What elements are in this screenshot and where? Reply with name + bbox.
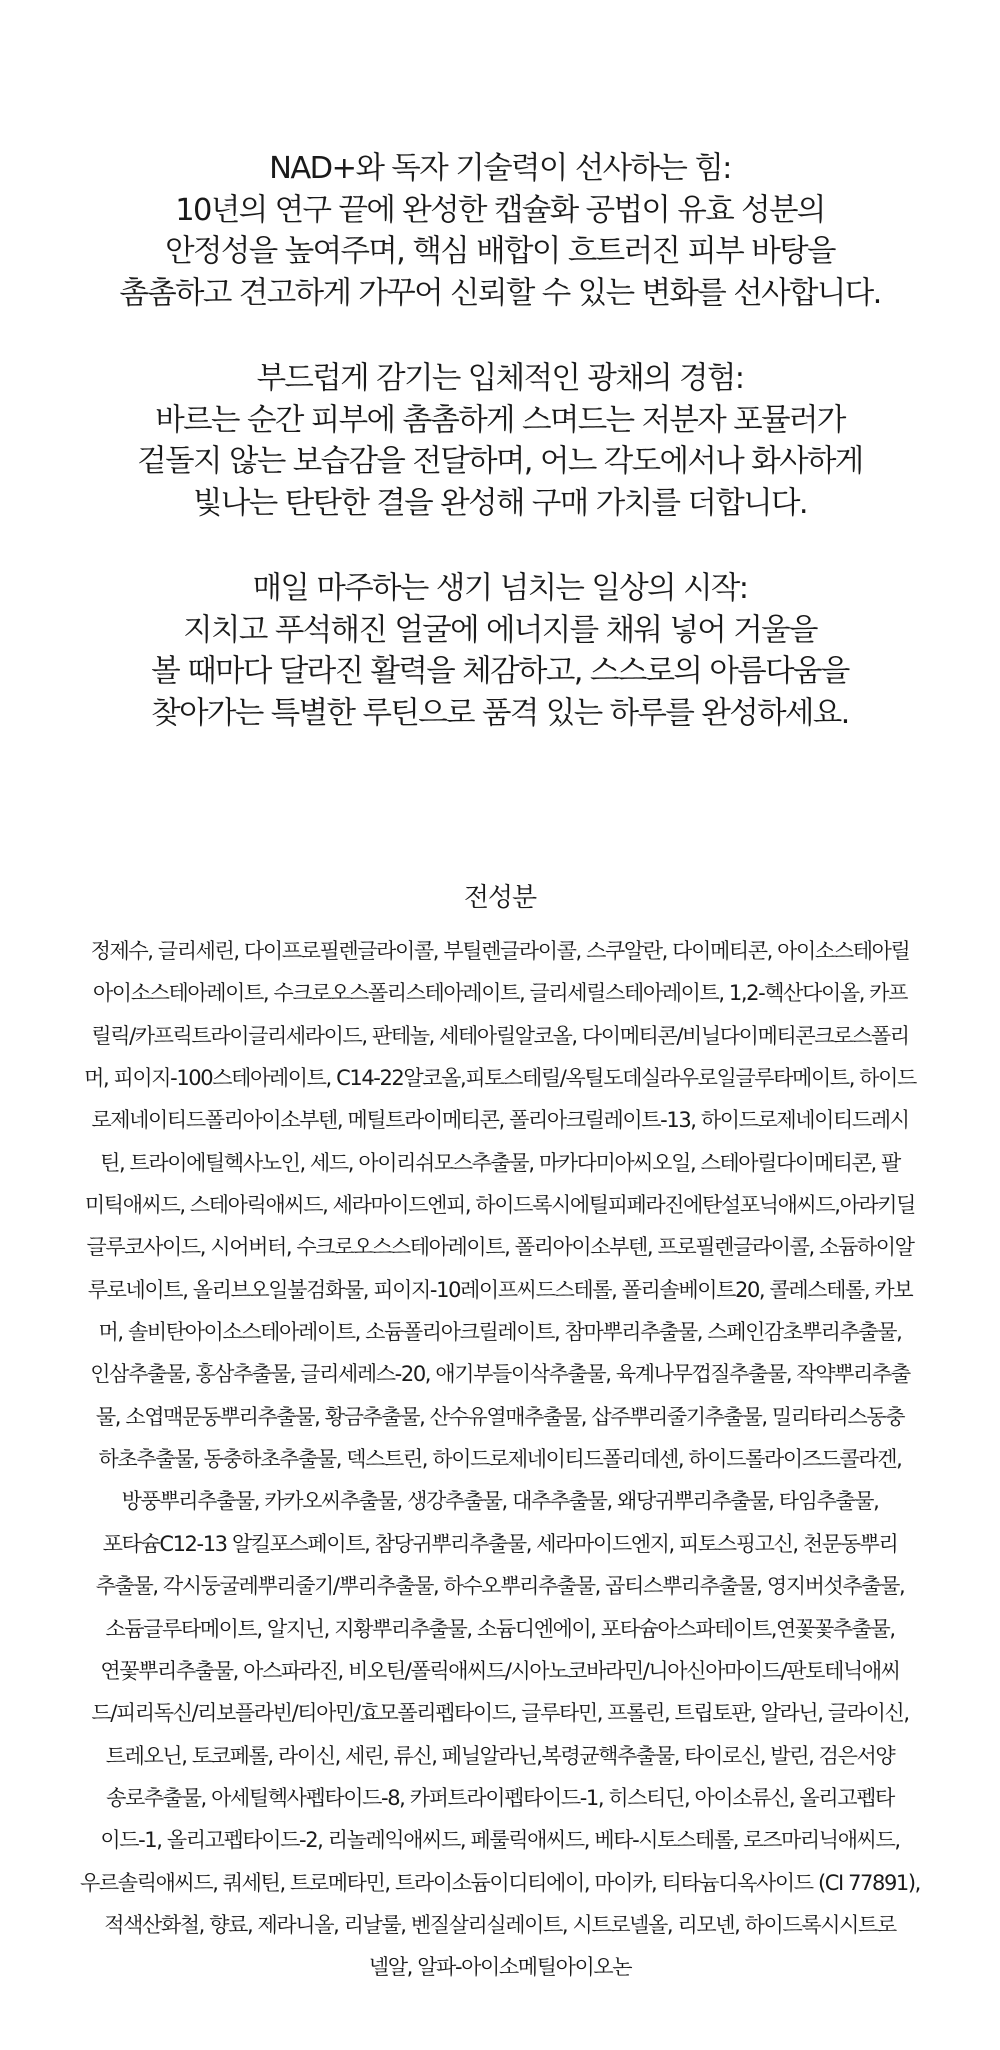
- description-paragraph-3: [40, 568, 960, 734]
- ingredients-line: 릴릭/카프릭트라이글리세라이드, 판테놀, 세테아릴알코올, 다이메티콘/비닐다이메티콘크로스폴리: [91, 1023, 909, 1048]
- ingredients-title: 전성분: [463, 883, 537, 913]
- ingredients-line: 루로네이트, 올리브오일불검화물, 피이지-10레이프씨드스테롤, 폴리솔베이트20, 콜레스테롤, 카보: [87, 1277, 913, 1302]
- description-line: NAD+와 독자 기술력이 선사하는 힘:: [269, 151, 731, 186]
- ingredients-line: 포타슘C12-13 알킬포스페이트, 참당귀뿌리추출물, 세라마이드엔지, 피토스핑고신, 천문동뿌리: [102, 1531, 898, 1556]
- ingredients-line: 송로추출물, 아세틸헥사펩타이드-8, 카퍼트라이펩타이드-1, 히스티딘, 아이소류신, 올리고펩타: [106, 1785, 894, 1810]
- ingredients-section: [30, 880, 970, 1989]
- ingredients-line: 정제수, 글리세린, 다이프로필렌글라이콜, 부틸렌글라이콜, 스쿠알란, 다이메티콘, 아이소스테아릴: [90, 939, 910, 963]
- ingredients-line: 우르솔릭애씨드, 쿼세틴, 트로메타민, 트라이소듐이디티에이, 마이카, 티타늄디옥사이드 (CI 77891),: [80, 1870, 920, 1895]
- ingredients-line: 연꽃뿌리추출물, 아스파라진, 비오틴/폴릭애씨드/시아노코바라민/니아신아마이드/판토테닉애씨: [100, 1658, 900, 1683]
- ingredients-line: 이드-1, 올리고펩타이드-2, 리놀레익애씨드, 페룰릭애씨드, 베타-시토스테롤, 로즈마리닉애씨드,: [100, 1828, 900, 1853]
- ingredients-line: 머, 피이지-100스테아레이트, C14-22알코올,피토스테릴/옥틸도데실라우로일글루타메이트, 하이드: [84, 1066, 916, 1091]
- description-line: 매일 마주하는 생기 넘치는 일상의 시작:: [252, 571, 748, 606]
- description-line: 부드럽게 감기는 입체적인 광채의 경험:: [256, 361, 744, 396]
- description-paragraph-1: [40, 148, 960, 314]
- product-description: [40, 148, 960, 778]
- ingredients-line: 적색산화철, 향료, 제라니올, 리날룰, 벤질살리실레이트, 시트로넬올, 리모넨, 하이드록시시트로: [104, 1912, 896, 1937]
- ingredients-line: 미틱애씨드, 스테아릭애씨드, 세라마이드엔피, 하이드록시에틸피페라진에탄설포닉애씨드,아라키딜: [84, 1193, 916, 1218]
- ingredients-line: 방풍뿌리추출물, 카카오씨추출물, 생강추출물, 대추추출물, 왜당귀뿌리추출물, 타임추출물,: [121, 1489, 879, 1514]
- description-line: 빛나는 탄탄한 결을 완성해 구매 가치를 더합니다.: [193, 485, 807, 521]
- ingredients-line: 아이소스테아레이트, 수크로오스폴리스테아레이트, 글리세릴스테아레이트, 1,2-헥산다이올, 카프: [92, 981, 908, 1006]
- ingredients-line: 넬알, 알파-아이소메틸아이오논: [368, 1955, 632, 1980]
- description-line: 촘촘하고 견고하게 가꾸어 신뢰할 수 있는 변화를 선사합니다.: [119, 275, 881, 311]
- description-line: 10년의 연구 끝에 완성한 캡슐화 공법이 유효 성분의: [175, 192, 825, 228]
- ingredients-line: 물, 소엽맥문동뿌리추출물, 황금추출물, 산수유열매추출물, 삽주뿌리줄기추출물, 밀리타리스동충: [95, 1404, 905, 1429]
- ingredients-line: 틴, 트라이에틸헥사노인, 세드, 아이리쉬모스추출물, 마카다미아씨오일, 스테아릴다이메티콘, 팔: [100, 1150, 900, 1175]
- ingredients-line: 하초추출물, 동충하초추출물, 덱스트린, 하이드로제네이티드폴리데센, 하이드롤라이즈드콜라겐,: [98, 1447, 902, 1472]
- ingredients-line: 트레오닌, 토코페롤, 라이신, 세린, 류신, 페닐알라닌,복령균핵추출물, 타이로신, 발린, 검은서양: [105, 1743, 895, 1768]
- ingredients-line: 인삼추출물, 홍삼추출물, 글리세레스-20, 애기부들이삭추출물, 육계나무껍질추출물, 작약뿌리추출: [90, 1362, 910, 1387]
- ingredients-line: 글루코사이드, 시어버터, 수크로오스스테아레이트, 폴리아이소부텐, 프로필렌글라이콜, 소듐하이알: [86, 1235, 914, 1260]
- description-line: 겉돌지 않는 보습감을 전달하며, 어느 각도에서나 화사하게: [137, 444, 863, 479]
- ingredients-list: [30, 930, 970, 1989]
- description-line: 안정성을 높여주며, 핵심 배합이 흐트러진 피부 바탕을: [165, 234, 835, 269]
- description-line: 지치고 푸석해진 얼굴에 에너지를 채워 넣어 거울을: [183, 612, 817, 648]
- description-line: 바르는 순간 피부에 촘촘하게 스며드는 저분자 포뮬러가: [155, 402, 845, 438]
- ingredients-line: 추출물, 각시둥굴레뿌리줄기/뿌리추출물, 하수오뿌리추출물, 곱티스뿌리추출물, 영지버섯추출물,: [95, 1574, 905, 1599]
- ingredients-line: 머, 솔비탄아이소스테아레이트, 소듐폴리아크릴레이트, 참마뿌리추출물, 스페인감초뿌리추출물,: [98, 1320, 902, 1345]
- ingredients-line: 소듐글루타메이트, 알지닌, 지황뿌리추출물, 소듐디엔에이, 포타슘아스파테이트,연꽃꽃추출물,: [105, 1616, 895, 1641]
- description-paragraph-2: [40, 358, 960, 524]
- ingredients-line: 로제네이티드폴리아이소부텐, 메틸트라이메티콘, 폴리아크릴레이트-13, 하이드로제네이티드레시: [91, 1108, 909, 1133]
- description-line: 볼 때마다 달라진 활력을 체감하고, 스스로의 아름다움을: [151, 654, 849, 689]
- ingredients-line: 드/피리독신/리보플라빈/티아민/효모폴리펩타이드, 글루타민, 프롤린, 트립토판, 알라닌, 글라이신,: [91, 1701, 909, 1726]
- description-line: 찾아가는 특별한 루틴으로 품격 있는 하루를 완성하세요.: [151, 695, 849, 731]
